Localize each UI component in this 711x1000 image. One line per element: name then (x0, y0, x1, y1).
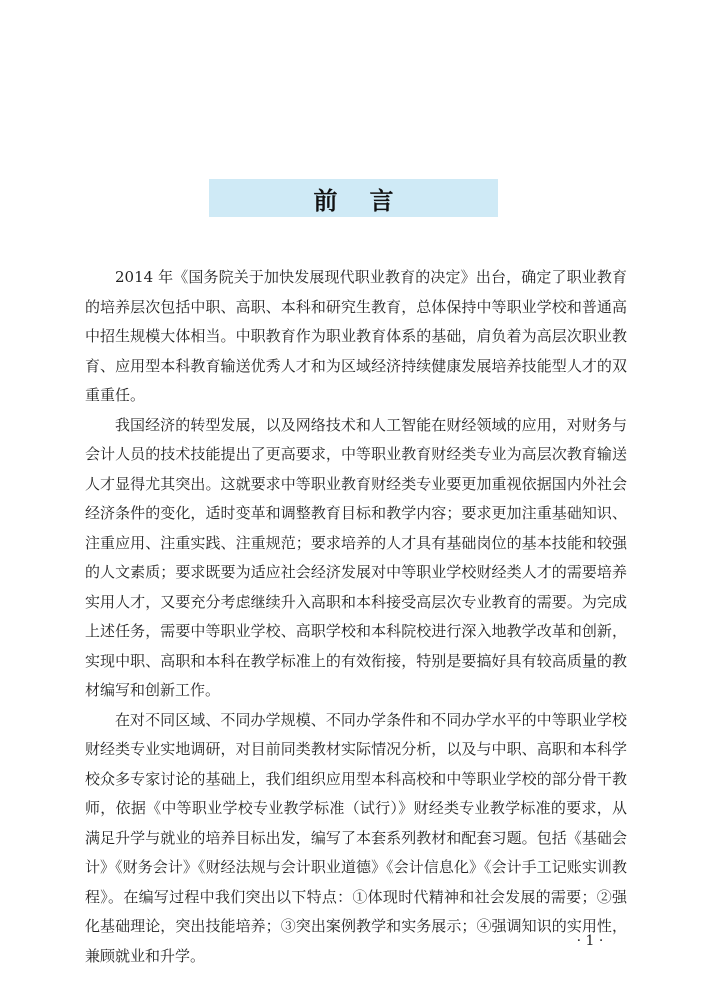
section-title-band (209, 179, 498, 217)
preface-body (85, 263, 627, 971)
paragraph-3: 在对不同区域、不同办学规模、不同办学条件和不同办学水平的中等职业学校财经类专业实地调研，对目前同类教材实际情况分析，以及与中职、高职和本科学校众多专家讨论的基础上，我们组织应用型本科高校和中等职业学校的部分骨干教师，依据《中等职业学校专业教学标准（试行）》财经类专业教学标准的要求，从满足升学与就业的培养目标出发，编写了本套系列教材和配套习题。包括《基础会计》《财务会计》《财经法规与会计职业道德》《会计信息化》《会计手工记账实训教程》。在编写过程中我们突出以下特点：①体现时代精神和社会发展的需要；②强化基础理论，突出技能培养；③突出案例教学和实务展示；④强调知识的实用性，兼顾就业和升学。 (85, 710, 627, 965)
page-number: · 1 · (576, 933, 604, 949)
paragraph-1: 2014 年《国务院关于加快发展现代职业教育的决定》出台，确定了职业教育的培养层次包括中职、高职、本科和研究生教育，总体保持中等职业学校和普通高中招生规模大体相当。中职教育作为职业教育体系的基础，肩负着为高层次职业教育、应用型本科教育输送优秀人才和为区域经济持续健康发展培养技能型人才的双重重任。 (85, 268, 627, 404)
paragraph-2: 我国经济的转型发展，以及网络技术和人工智能在财经领域的应用，对财务与会计人员的技术技能提出了更高要求，中等职业教育财经类专业为高层次教育输送人才显得尤其突出。这就要求中等职业教育财经类专业要更加重视依据国内外社会经济条件的变化，适时变革和调整教育目标和教学内容；要求更加注重基础知识、注重应用、注重实践、注重规范；要求培养的人才具有基础岗位的基本技能和较强的人文素质；要求既要为适应社会经济发展对中等职业学校财经类人才的需要培养实用人才，又要充分考虑继续升入高职和本科接受高层次专业教育的需要。为完成上述任务，需要中等职业学校、高职学校和本科院校进行深入地教学改革和创新，实现中职、高职和本科在教学标准上的有效衔接，特别是要搞好具有较高质量的教材编写和创新工作。 (85, 415, 627, 699)
section-title: 前言 (313, 186, 426, 215)
